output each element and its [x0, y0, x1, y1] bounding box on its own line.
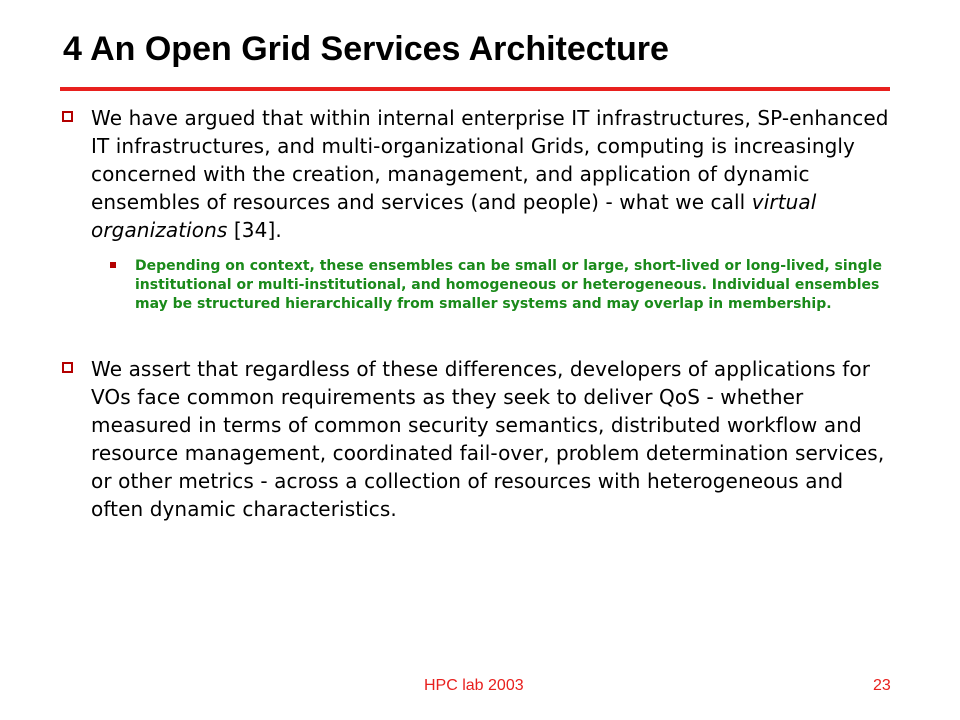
bullet-text-part: We have argued that within internal enterprise IT infrastructures, SP-enhanced IT infrastructures, and multi-organizational Grids, computing is increasingly concerned with the creation, management, and application of dynamic ensembles of resources and services (and people) - what we call: [91, 106, 889, 214]
hollow-square-bullet-icon: [62, 362, 73, 373]
bullet-emphasis: virtual organizations: [91, 190, 817, 242]
slide-title: 4 An Open Grid Services Architecture: [63, 30, 669, 68]
sub-bullet-item: [110, 257, 885, 314]
bullet-item: [62, 355, 892, 523]
hollow-square-bullet-icon: [62, 111, 73, 122]
bullet-item: [62, 104, 892, 244]
page-number: 23: [873, 677, 891, 694]
bullet-text: We assert that regardless of these differences, developers of applications for VOs face common requirements as they seek to deliver QoS - whether measured in terms of common security semantics, distributed workflow and resource management, coordinated fail-over, problem determination services, or other metrics - across a collection of resources with heterogeneous and often dynamic characteristics.: [91, 357, 885, 521]
footer-text: HPC lab 2003: [424, 677, 524, 694]
bullet-text-part: [34].: [227, 218, 282, 242]
title-underline: [60, 87, 890, 91]
sub-bullet-text: Depending on context, these ensembles can be small or large, short-lived or long-lived, single institutional or multi-institutional, and homogeneous or heterogeneous. Individual ensembles may be structured hierarchically from smaller systems and may overlap in membership.: [135, 258, 882, 312]
bullet-text: [91, 104, 892, 244]
filled-square-bullet-icon: [110, 262, 116, 268]
